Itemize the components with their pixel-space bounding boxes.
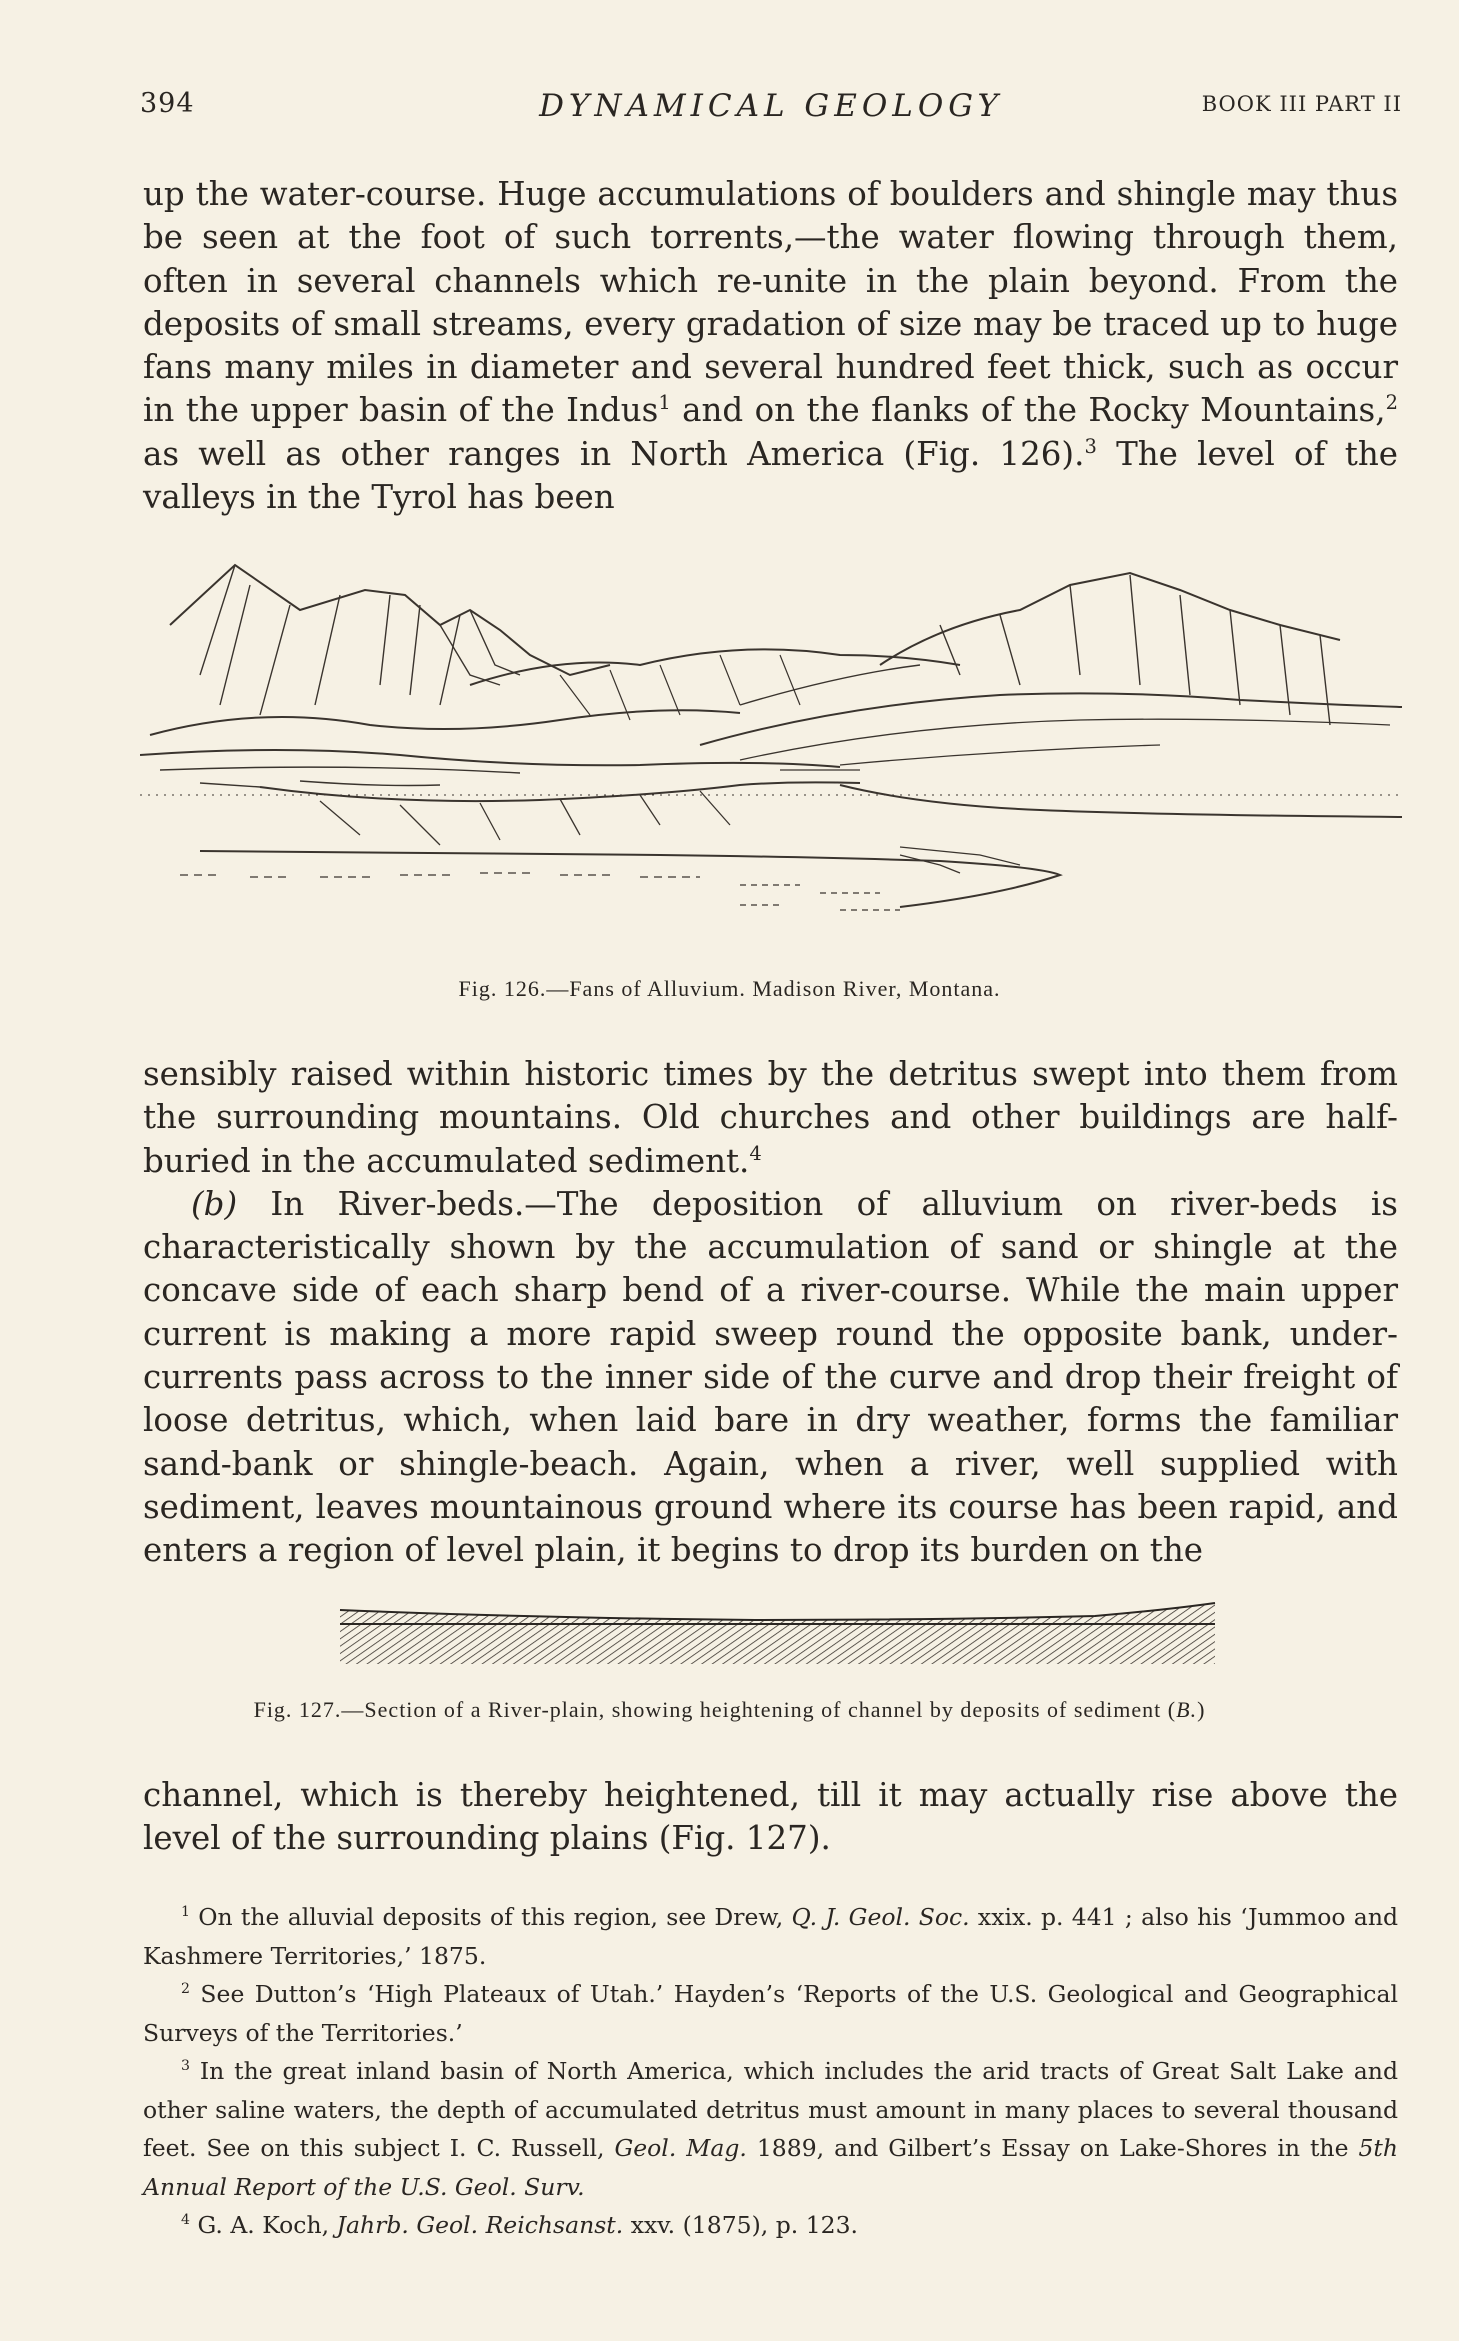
foreground-plain bbox=[200, 851, 1060, 907]
left-mountain-ridge bbox=[170, 565, 610, 675]
fig127-caption-close: ) bbox=[1197, 1697, 1206, 1722]
footnotes bbox=[143, 1898, 1398, 2245]
fig127-caption bbox=[0, 1697, 1459, 1723]
paragraph-1-text: up the water-course. Huge accumulations of boulders and shingle may thus be seen at the foot of such torrents,—the water flowing through them, often in several channels which re-unite in the plain beyond. From the deposits of small streams, every gradation of size may be traced up to huge fans many miles in diameter and several hundred feet thick, such as occur in the upper basin of the Indus bbox=[143, 175, 1398, 430]
fig127-illustration bbox=[335, 1598, 1225, 1676]
footnote-3-report: 5th Annual Report of the U.S. Geol. Surv. bbox=[143, 2134, 1398, 2201]
page-number: 394 bbox=[140, 88, 195, 119]
book-part-label: BOOK III PART II bbox=[1201, 92, 1402, 116]
footnote-1-mark: 1 bbox=[181, 1904, 190, 1921]
footnote-1 bbox=[143, 1898, 1398, 1975]
footnote-4-mark: 4 bbox=[181, 2212, 190, 2229]
river-plain-section bbox=[340, 1603, 1215, 1664]
section-label-b: (b) bbox=[191, 1184, 238, 1223]
footnote-1-text-b: xxix. p. 441 ; also his ‘Jummoo and Kashmere Territories,’ 1875. bbox=[143, 1903, 1398, 1970]
footnote-2 bbox=[143, 1975, 1398, 2052]
footnote-3-text: In the great inland basin of North America, which includes the arid tracts of Great Salt Lake and other saline waters, the depth of accumulated detritus must amount in many places to several thousand feet. See on this subject I. C. Russell, bbox=[143, 2057, 1398, 2162]
footnote-3-mark: 3 bbox=[181, 2058, 190, 2075]
paragraph-2-text: sensibly raised within historic times by the detritus swept into them from the surrounding mountains. Old churches and other buildings are half-buried in the accumulated sediment. bbox=[143, 1055, 1398, 1180]
footnote-3-journal: Geol. Mag. bbox=[614, 2134, 747, 2162]
paragraph-1 bbox=[143, 173, 1398, 519]
paragraph-3-text: In River-beds.—The deposition of alluvium on river-beds is characteristically shown by the accumulation of sand or shingle at the concave side of each sharp bend of a river-course. While the main upper current is making a more rapid sweep round the opposite bank, under-currents pass across to the inner side of the curve and drop their freight of loose detritus, which, when laid bare in dry weather, forms the familiar sand-bank or shingle-beach. Again, when a river, well supplied with sediment, leaves mountainous ground where its course has been rapid, and enters a region of level plain, it begins to drop its burden on the bbox=[143, 1184, 1398, 1570]
footnote-2-text: See Dutton’s ‘High Plateaux of Utah.’ Hayden’s ‘Reports of the U.S. Geological and Geographical Surveys of the Territories.’ bbox=[143, 1980, 1398, 2047]
footnote-4-text: G. A. Koch, bbox=[189, 2211, 337, 2239]
footnote-ref-2[interactable]: 2 bbox=[1385, 391, 1398, 415]
footnote-ref-1[interactable]: 1 bbox=[658, 391, 671, 415]
fig127-caption-text: Fig. 127.—Section of a River-plain, showing heightening of channel by deposits of sediment ( bbox=[253, 1697, 1177, 1722]
paragraph-1-text-c: as well as other ranges in North America (Fig. 126). bbox=[143, 434, 1085, 473]
footnote-1-journal: Q. J. Geol. Soc. bbox=[791, 1903, 970, 1931]
paragraph-4 bbox=[143, 1774, 1398, 1861]
paragraph-2 bbox=[143, 1053, 1398, 1573]
running-title: DYNAMICAL GEOLOGY bbox=[539, 88, 1003, 124]
alluvial-fan-right bbox=[700, 693, 1402, 745]
footnote-2-mark: 2 bbox=[181, 1981, 190, 1998]
paragraph-1-text-b: and on the flanks of the Rocky Mountains, bbox=[670, 391, 1386, 430]
paragraph-1-text-d: The level of the valleys in the Tyrol has been bbox=[143, 434, 1398, 517]
alluvial-fan-left bbox=[140, 750, 840, 767]
paragraph-4-text: channel, which is thereby heightened, till it may actually rise above the level of the surrounding plains (Fig. 127). bbox=[143, 1776, 1398, 1858]
middle-hills bbox=[470, 649, 960, 685]
fan-terrace bbox=[840, 785, 1402, 817]
fig126-caption: Fig. 126.—Fans of Alluvium. Madison River, Montana. bbox=[458, 976, 1001, 1001]
footnote-ref-3[interactable]: 3 bbox=[1084, 434, 1097, 458]
footnote-4-journal: Jahrb. Geol. Reichsanst. bbox=[336, 2211, 624, 2239]
fig126-illustration bbox=[140, 555, 1402, 975]
left-mountain-base bbox=[150, 710, 740, 735]
footnote-4 bbox=[143, 2206, 1398, 2245]
fig127-caption-label: B. bbox=[1176, 1697, 1198, 1722]
footnote-4-text-b: xxv. (1875), p. 123. bbox=[623, 2211, 859, 2239]
footnote-ref-4[interactable]: 4 bbox=[749, 1141, 762, 1165]
river-channel bbox=[260, 782, 860, 801]
footnote-3-text-b: 1889, and Gilbert’s Essay on Lake-Shores in the bbox=[746, 2134, 1359, 2162]
footnote-1-text: On the alluvial deposits of this region, see Drew, bbox=[189, 1903, 792, 1931]
footnote-3 bbox=[143, 2052, 1398, 2206]
page-header bbox=[140, 88, 1402, 128]
right-mountain-ridge bbox=[880, 573, 1340, 665]
